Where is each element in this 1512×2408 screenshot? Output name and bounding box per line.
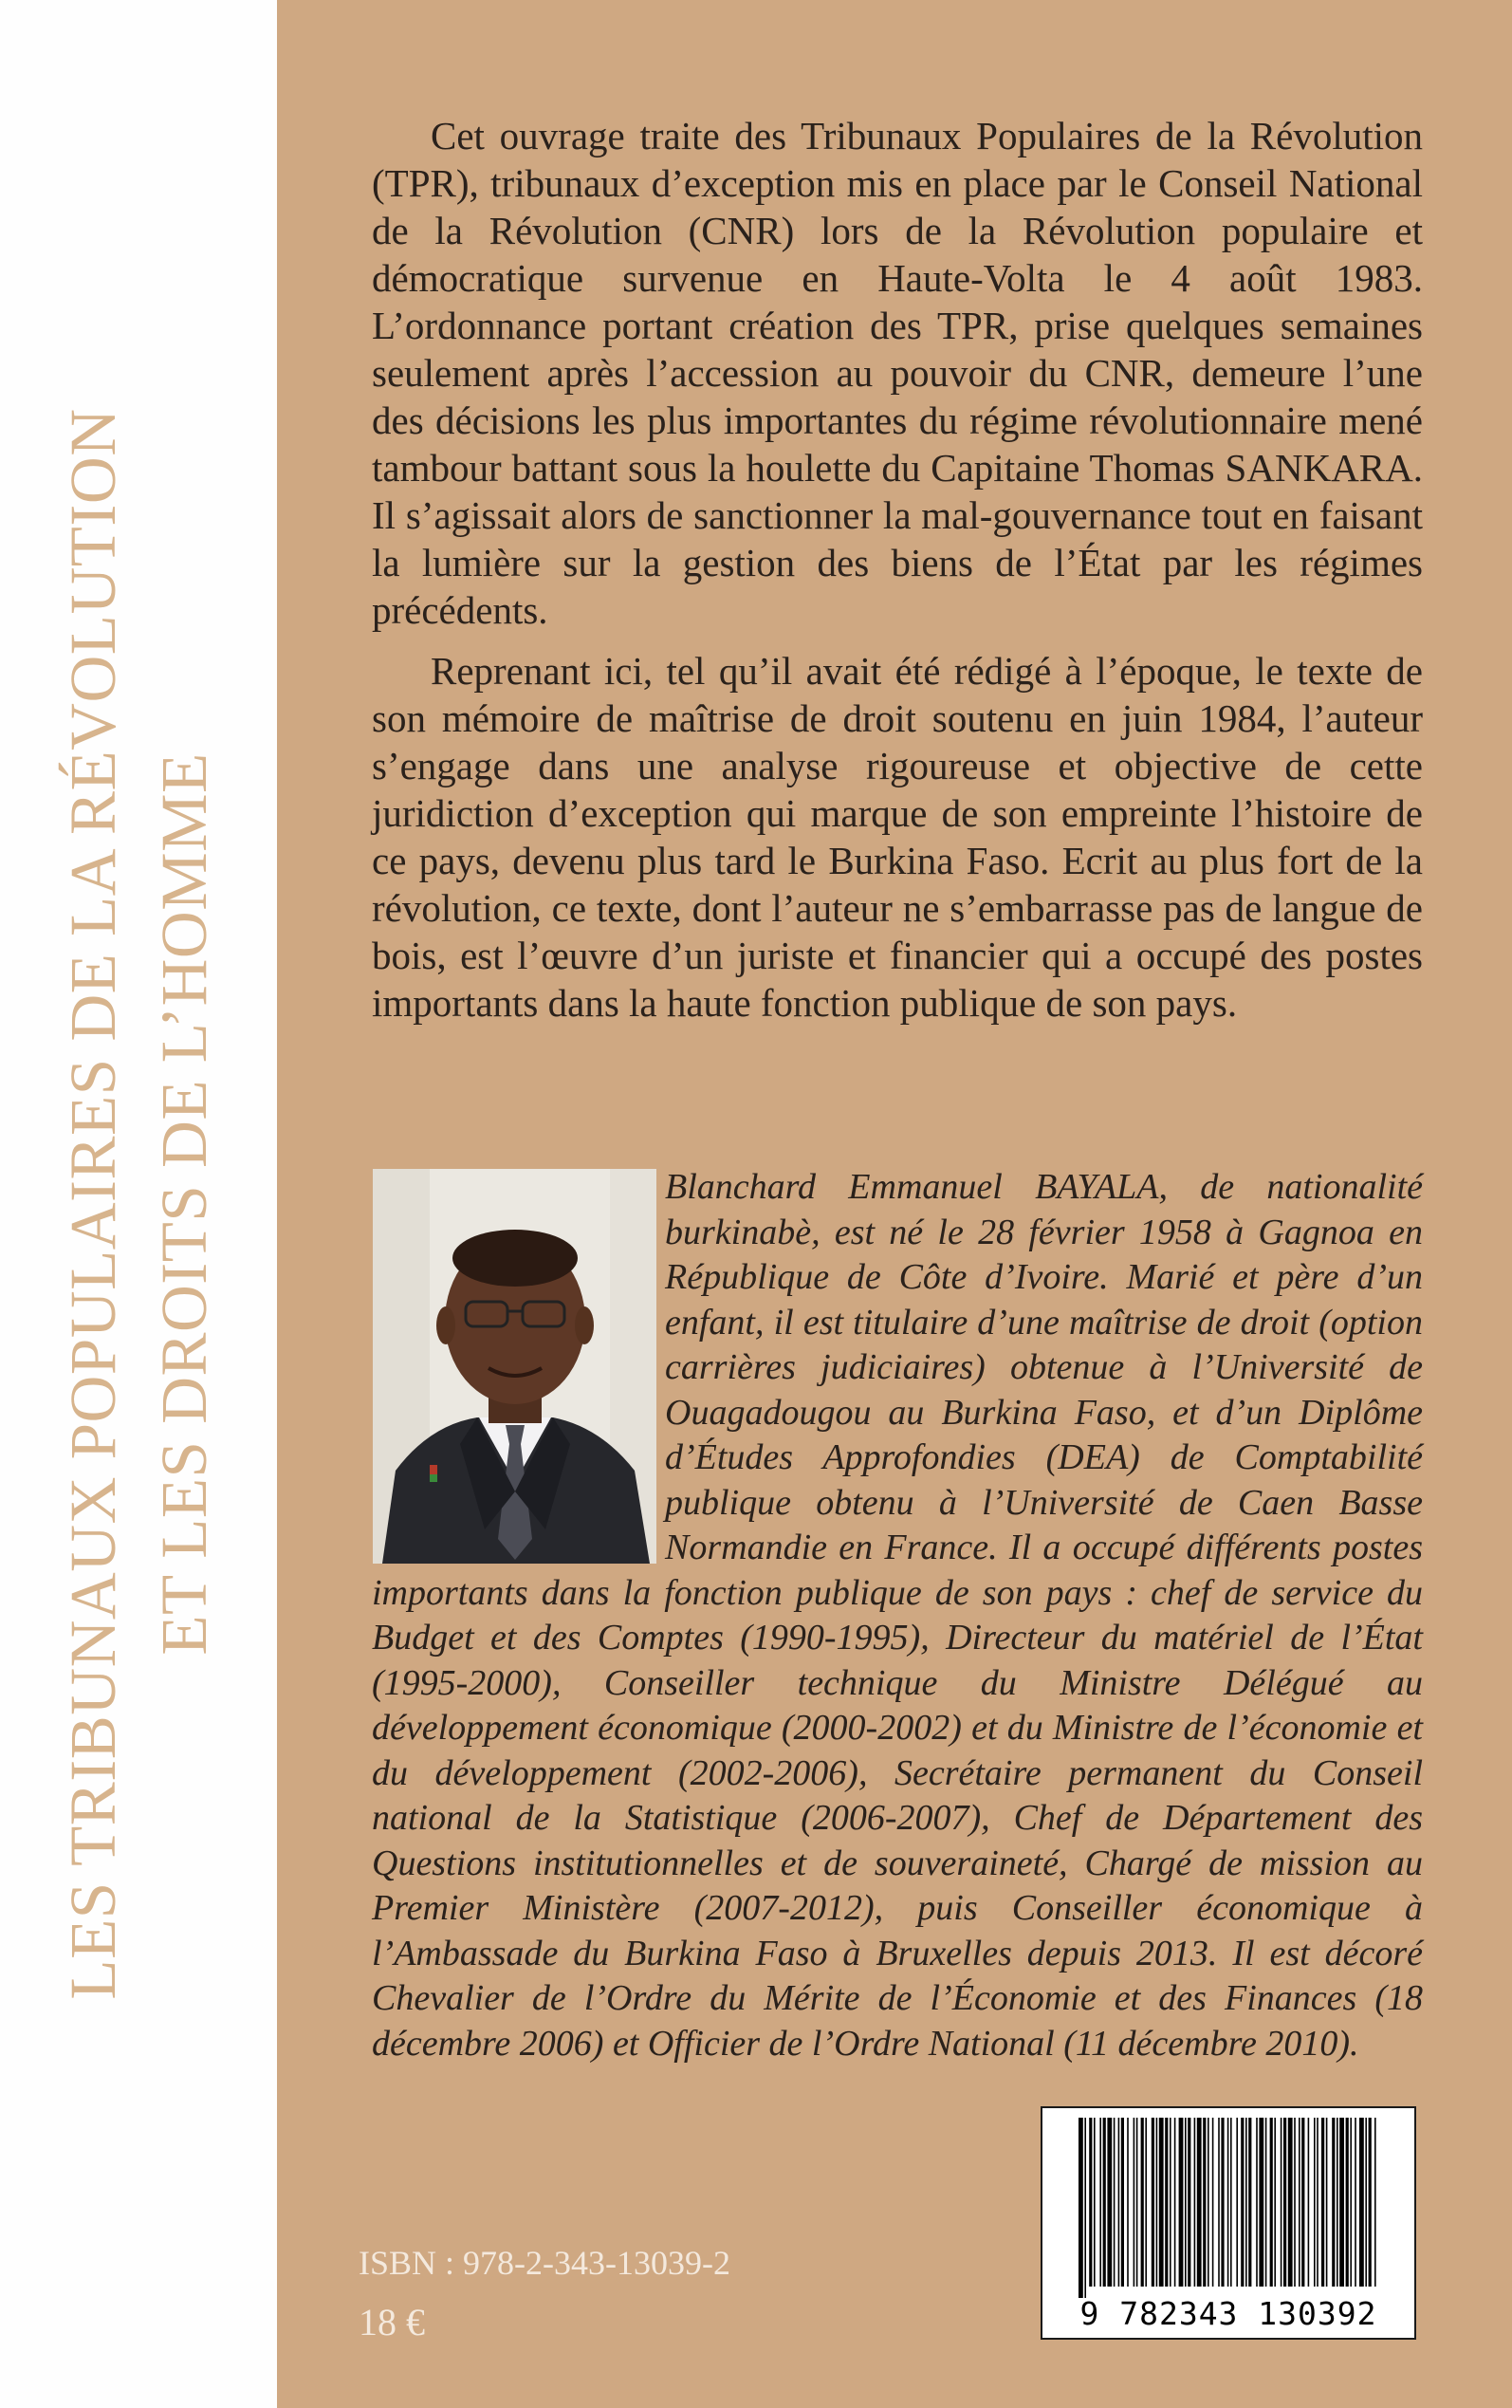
barcode-bar xyxy=(1294,2118,1296,2287)
vertical-book-title xyxy=(47,160,230,2248)
barcode-bar xyxy=(1221,2118,1224,2287)
barcode-bar xyxy=(1121,2118,1124,2287)
barcode-bar xyxy=(1301,2118,1304,2287)
summary-paragraph-2: Reprenant ici, tel qu’il avait été rédigé à l’époque, le texte de son mémoire de maîtrise de droit soutenu en juin 1984, l’auteur s’engage dans une analyse rigoureuse et objective de cette juridiction d’exception qui marque de son empreinte l’histoire de ce pays, devenu plus tard le Burkina Faso. Ecrit au plus fort de la révolution, ce texte, dont l’auteur ne s’embarrasse pas de langue de bois, est l’œuvre d’un juriste et financier qui a occupé des postes importants dans la haute fonction publique de son pays. xyxy=(372,649,1423,1025)
barcode-bar xyxy=(1107,2118,1112,2287)
barcode-bar xyxy=(1245,2118,1247,2287)
barcode-bar xyxy=(1241,2118,1244,2287)
barcode-bar xyxy=(1346,2118,1349,2287)
barcode-bar xyxy=(1374,2118,1376,2287)
barcode-bar xyxy=(1194,2118,1196,2287)
barcode-bar xyxy=(1136,2118,1138,2287)
barcode-bar xyxy=(1265,2118,1267,2287)
barcode-bar xyxy=(1179,2118,1184,2287)
photo-text-wrap-space xyxy=(372,1165,665,1562)
barcode-bar xyxy=(1218,2118,1220,2287)
barcode-bar xyxy=(1145,2118,1147,2287)
barcode-bar xyxy=(1274,2118,1276,2287)
barcode-bar xyxy=(1350,2118,1352,2287)
author-biography-text: Blanchard Emmanuel BAYALA, de nationalité burkinabè, est né le 28 février 1958 à Gagnoa en République de Côte d’Ivoire. Marié et père d’un enfant, il est titulaire d’une maîtrise de droit (option carrières judiciaires) obtenue à l’Université de Ouagadougou au Burkina Faso, et d’un Diplôme d’Études Approfondies (DEA) de Comptabilité publique obtenu à l’Université de Caen Basse Normandie en France. Il a occupé différents postes importants dans la fonction publique de son pays : chef de service du Budget et des Comptes (1990-1995), Directeur du matériel de l’État (1995-2000), Conseiller technique du Ministre Délégué au développement économique (2000-2002) et du Ministre de l’économie et du développement (2002-2006), Secrétaire permanent du Conseil national de la Statistique (2006-2007), Chef de Département des Questions institutionnelles et de souveraineté, Chargé de mission au Premier Ministère (2007-2012), puis Conseiller économique à l’Ambassade du Burkina Faso à Bruxelles depuis 2013. Il est décoré Chevalier de l’Ordre du Mérite de l’Économie et des Finances (18 décembre 2006) et Officier de l’Ordre National (11 décembre 2010). xyxy=(372,1167,1423,2064)
barcode-bar xyxy=(1134,2118,1135,2287)
barcode-bar xyxy=(1114,2118,1116,2287)
barcode-bar xyxy=(1337,2118,1338,2287)
summary-paragraph-1: Cet ouvrage traite des Tribunaux Populaires de la Révolution (TPR), tribunaux d’exception mis en place par le Conseil National de la Révolution (CNR) lors de la Révolution populaire et démocratique survenue en Haute-Volta le 4 août 1983. L’ordonnance portant création des TPR, prise quelques semaines seulement après l’accession au pouvoir du CNR, demeure l’une des décisions les plus importantes du régime révolutionnaire mené tambour battant sous la houlette du Capitaine Thomas SANKARA. Il s’agissait alors de sanctionner la mal-gouvernance tout en faisant la lumière sur la gestion des biens de l’État par les régimes précédents. xyxy=(372,114,1423,632)
isbn-number: ISBN : 978-2-343-13039-2 xyxy=(359,2244,730,2282)
barcode-bar xyxy=(1208,2118,1209,2287)
barcode-bar xyxy=(1212,2118,1214,2287)
barcode-bar xyxy=(1227,2118,1229,2287)
barcode-bar xyxy=(1197,2118,1202,2287)
barcode-bar xyxy=(1308,2118,1310,2287)
barcode-bar xyxy=(1270,2118,1273,2287)
barcode-bar xyxy=(1332,2118,1335,2287)
barcode-digits: 9 782343 130392 xyxy=(1079,2295,1377,2332)
barcode-bar xyxy=(1259,2118,1263,2287)
spine-panel xyxy=(0,0,277,2408)
barcode-bar xyxy=(1256,2118,1258,2287)
barcode-bar xyxy=(1103,2118,1106,2287)
isbn-barcode xyxy=(1041,2106,1416,2340)
barcode-bar xyxy=(1165,2118,1168,2287)
barcode-bar xyxy=(1355,2118,1356,2287)
author-biography xyxy=(372,1165,1423,2066)
barcode-bar xyxy=(1141,2118,1144,2287)
barcode-bar xyxy=(1159,2118,1164,2287)
barcode-bar xyxy=(1248,2118,1251,2287)
barcode-bars xyxy=(1079,2118,1378,2298)
barcode-bar xyxy=(1118,2118,1120,2287)
barcode-bar xyxy=(1156,2118,1158,2287)
barcode-bar xyxy=(1174,2118,1176,2287)
barcode-bar xyxy=(1359,2118,1364,2287)
barcode-bar xyxy=(1299,2118,1300,2287)
barcode-bar xyxy=(1127,2118,1129,2287)
barcode-bar xyxy=(1281,2118,1282,2287)
barcode-bar xyxy=(1152,2118,1154,2287)
barcode-bar xyxy=(1283,2118,1286,2287)
book-summary xyxy=(372,112,1423,1040)
vertical-title-line-2: ET LES DROITS DE L’HOMME xyxy=(148,752,220,1656)
vertical-title-line-1: LES TRIBUNAUX POPULAIRES DE LA RÉVOLUTION xyxy=(57,408,129,2000)
barcode-bar xyxy=(1170,2118,1171,2287)
barcode-bar xyxy=(1369,2118,1372,2287)
barcode-bar xyxy=(1094,2118,1096,2287)
barcode-bar xyxy=(1230,2118,1232,2287)
barcode-bar xyxy=(1365,2118,1367,2287)
barcode-bar xyxy=(1203,2118,1206,2287)
barcode-bar xyxy=(1326,2118,1328,2287)
barcode-bar xyxy=(1099,2118,1101,2287)
barcode-bar xyxy=(1288,2118,1293,2287)
barcode-bar xyxy=(1314,2118,1316,2287)
barcode-bar xyxy=(1089,2118,1092,2287)
barcode-bar xyxy=(1084,2118,1086,2298)
barcode-bar xyxy=(1236,2118,1238,2287)
barcode-bar xyxy=(1321,2118,1324,2287)
price: 18 € xyxy=(359,2301,425,2343)
barcode-bar xyxy=(1079,2118,1083,2298)
barcode-bar xyxy=(1339,2118,1344,2287)
barcode-bar xyxy=(1188,2118,1190,2287)
barcode-bar xyxy=(1185,2118,1187,2287)
barcode-bar xyxy=(1317,2118,1318,2287)
